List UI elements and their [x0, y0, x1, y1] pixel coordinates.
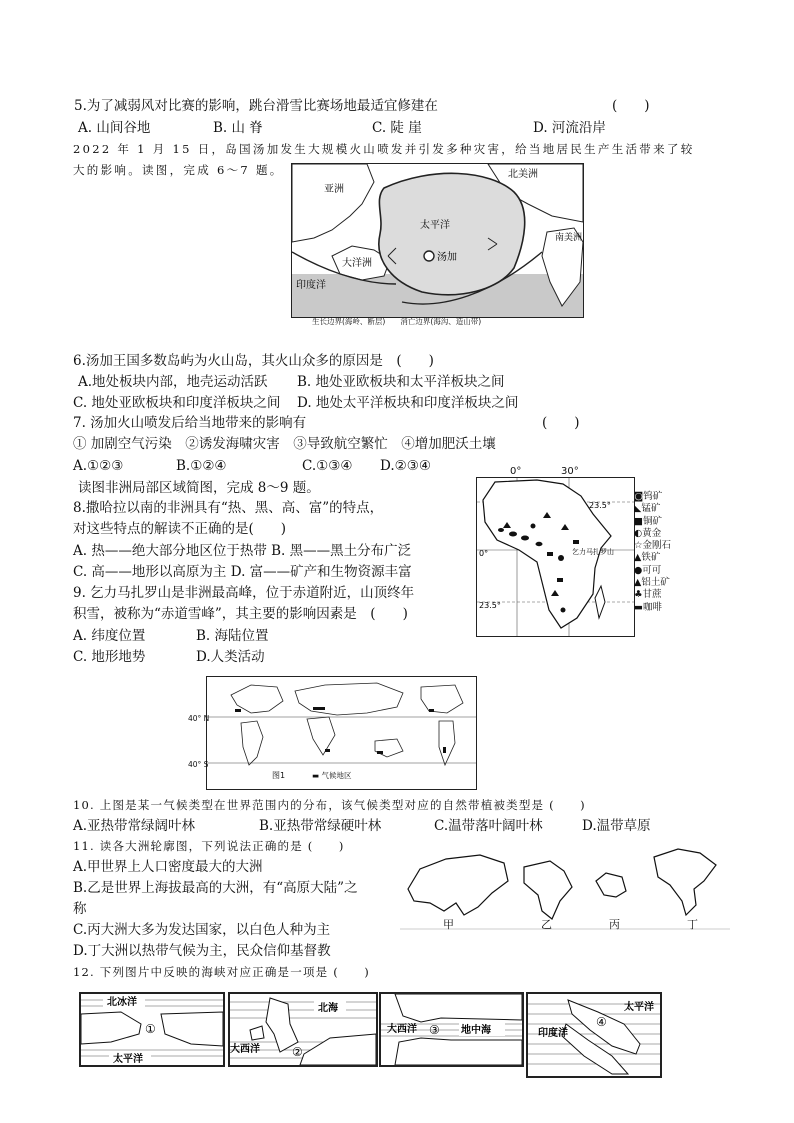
legend-iron: 铁矿	[641, 552, 661, 564]
q6-stem: 6.汤加王国多数岛屿为火山岛，其火山众多的原因是 ( )	[73, 353, 434, 369]
q7-option-a[interactable]: A.①②③	[73, 458, 124, 474]
map3-legend-text: 气候地区	[321, 771, 352, 780]
label-mediterranean: 地中海	[461, 1025, 491, 1036]
legend-item: ☆金刚石	[634, 540, 672, 552]
land-europe	[300, 1034, 376, 1065]
q7-option-c[interactable]: C.①③④	[302, 458, 353, 474]
q11-option-b-line1[interactable]: B.乙是世界上海拔最高的大洲，有“高原大陆”之	[73, 880, 358, 896]
strait-figure-3[interactable]	[379, 992, 524, 1067]
strait-1-svg	[81, 994, 223, 1065]
strait-2-svg	[230, 994, 376, 1065]
africa-resource-map	[476, 477, 635, 637]
continent-bing-oceania	[596, 873, 626, 897]
label-40n: 40° N	[188, 714, 210, 723]
q10-stem: 10. 上图是某一气候类型在世界范围内的分布，该气候类型对应的自然带植被类型是 ( )	[73, 798, 586, 812]
strait-4-svg	[528, 994, 660, 1076]
land-britain	[266, 998, 298, 1052]
q12-stem: 12. 下列图片中反映的海峡对应正确是一项是 ( )	[73, 965, 370, 979]
q5-answer-bracket[interactable]: ( )	[612, 98, 650, 114]
label-kilimanjaro: 乞力马扎罗山	[572, 548, 614, 556]
label-yi: 乙	[541, 918, 552, 931]
label-pacific: 太平洋	[420, 220, 450, 231]
tonga-marker	[424, 251, 434, 261]
q11-stem: 11. 读各大洲轮廓图，下列说法正确的是 ( )	[73, 839, 345, 853]
strait-number-3: ③	[429, 1023, 440, 1037]
land-america	[161, 1012, 223, 1046]
q5-option-c[interactable]: C. 陡 崖	[372, 120, 422, 136]
legend-bauxite: 铝土矿	[641, 577, 670, 589]
q11-option-d[interactable]: D.丁大洲以热带气候为主，民众信仰基督教	[73, 943, 331, 959]
strait-number-4: ④	[596, 1015, 607, 1029]
label-tropic-south: 23.5°	[479, 601, 501, 610]
label-tropic-north: 23.5°	[589, 501, 611, 510]
legend-diamond: 金刚石	[642, 540, 672, 552]
plate-boundary-map	[291, 163, 584, 318]
plate-map-svg	[292, 164, 583, 317]
map3-legend: ▬ 气候地区	[312, 771, 352, 780]
q5-stem: 5.为了减弱风对比赛的影响，跳台滑雪比赛场地最适宜修建在	[74, 98, 438, 114]
q8-options-cd[interactable]: C. 高——地形以高原为主 D. 富——矿产和生物资源丰富	[73, 564, 412, 580]
label-lon-30: 30°	[561, 466, 579, 477]
strait-figure-1[interactable]	[79, 992, 225, 1067]
land-africa	[395, 1038, 522, 1065]
label-north-america: 北美洲	[508, 169, 538, 180]
label-equator: 0°	[479, 549, 489, 558]
legend-item: ♣甘蔗	[634, 589, 662, 601]
q10-option-b[interactable]: B.亚热带常绿硬叶林	[259, 818, 382, 834]
legend-item: ■铜矿	[634, 515, 662, 527]
legend-item: ◙钨矿	[634, 491, 663, 502]
label-pacific: 太平洋	[113, 1054, 143, 1065]
q5-option-b[interactable]: B. 山 脊	[213, 120, 263, 136]
label-ding: 丁	[687, 918, 698, 931]
label-south-america: 南美洲	[555, 233, 583, 243]
q8-stem-line2: 对这些特点的解读不正确的是( )	[73, 521, 287, 537]
q9-option-a[interactable]: A. 纬度位置	[73, 628, 146, 644]
q7-option-d[interactable]: D.②③④	[380, 458, 431, 474]
q11-option-a[interactable]: A.甲世界上人口密度最大的大洲	[73, 859, 263, 875]
label-tonga: 汤加	[437, 252, 457, 263]
land-asia	[81, 1012, 141, 1044]
legend-item: ◐黄金	[634, 527, 662, 539]
map3-figure-label: 图1	[272, 771, 286, 780]
intro-8-9: 读图非洲局部区域简图，完成 8～9 题。	[78, 480, 320, 496]
strait-figure-4[interactable]	[526, 992, 662, 1078]
label-bing: 丙	[609, 918, 620, 931]
q10-option-a[interactable]: A.亚热带常绿阔叶林	[73, 818, 196, 834]
strait-number-1: ①	[145, 1022, 156, 1036]
label-asia: 亚洲	[324, 184, 344, 195]
legend-sugarcane: 甘蔗	[642, 589, 662, 601]
intro-6-7-line1: 2022 年 1 月 15 日，岛国汤加发生大规模火山喷发并引发多种灾害，给当地居民生产生活带来了较	[73, 142, 695, 156]
strait-figure-2[interactable]	[228, 992, 378, 1067]
legend-item: ▲铝土矿	[634, 577, 670, 589]
map1-legend: 生长边界(海岭、断层) 消亡边界(海沟、造山带)	[312, 317, 482, 326]
q9-stem-line2: 积雪，被称为“赤道雪峰”，其主要的影响因素是 ( )	[73, 606, 408, 622]
q7-option-b[interactable]: B.①②④	[176, 458, 227, 474]
land-europe	[395, 994, 522, 1022]
continent-yi-africa	[524, 861, 572, 919]
label-lon-0: 0°	[510, 466, 522, 477]
q6-option-d[interactable]: D. 地处太平洋板块和印度洋板块之间	[297, 395, 519, 411]
label-pacific-4: 太平洋	[624, 1002, 654, 1013]
label-atlantic-3: 大西洋	[387, 1024, 417, 1035]
legend-manganese: 锰矿	[641, 503, 661, 515]
q7-answer-bracket[interactable]: ( )	[542, 415, 580, 431]
q7-stem: 7. 汤加火山喷发后给当地带来的影响有	[73, 415, 307, 431]
continent-ding-north-america	[654, 849, 716, 915]
pacific-plate-boundary	[379, 173, 525, 294]
q10-option-c[interactable]: C.温带落叶阔叶林	[434, 818, 543, 834]
q9-option-c[interactable]: C. 地形地势	[73, 649, 146, 665]
label-arctic: 北冰洋	[107, 997, 137, 1008]
q6-option-b[interactable]: B. 地处亚欧板块和太平洋板块之间	[297, 374, 505, 390]
continent-jia-asia	[408, 855, 508, 915]
legend-copper: 铜矿	[642, 515, 662, 527]
label-atlantic: 大西洋	[230, 1044, 260, 1055]
label-indian-ocean: 印度洋	[538, 1028, 568, 1039]
q5-option-a[interactable]: A. 山间谷地	[78, 120, 151, 136]
africa-map-svg	[477, 478, 634, 636]
world-landmasses	[231, 683, 463, 765]
legend-item: ●可可	[634, 564, 662, 576]
q10-option-d[interactable]: D.温带草原	[582, 818, 651, 834]
legend-tungsten: 钨矿	[643, 491, 663, 502]
label-jia: 甲	[443, 918, 454, 931]
q9-stem-line1: 9. 乞力马扎罗山是非洲最高峰，位于赤道附近，山顶终年	[73, 585, 415, 601]
q6-option-c[interactable]: C. 地处亚欧板块和印度洋板块之间	[73, 395, 281, 411]
legend-item: ▲铁矿	[634, 552, 661, 564]
label-oceania: 大洋洲	[342, 258, 372, 269]
q8-options-ab[interactable]: A. 热——绝大部分地区位于热带 B. 黑——黑土分布广泛	[73, 543, 412, 559]
intro-6-7-line2: 大的影响。读图，完成 6～7 题。	[73, 163, 284, 177]
label-indian-ocean: 印度洋	[296, 280, 326, 291]
legend-coffee: 咖啡	[642, 601, 662, 613]
strait-number-2: ②	[292, 1045, 303, 1059]
label-north-sea: 北海	[318, 1003, 338, 1014]
legend-cocoa: 可可	[642, 564, 662, 576]
land-ireland	[250, 1026, 264, 1040]
q11-option-c[interactable]: C.丙大洲大多为发达国家，以白色人种为主	[73, 922, 331, 938]
q9-option-d[interactable]: D.人类活动	[196, 649, 265, 665]
legend-gold: 黄金	[642, 527, 662, 539]
climate-region-marks	[235, 707, 446, 754]
q6-option-a[interactable]: A.地处板块内部，地壳运动活跃	[78, 374, 268, 390]
legend-item: ◣锰矿	[634, 503, 661, 515]
q8-stem-line1: 8.撒哈拉以南的非洲具有“热、黑、高、富”的特点，	[73, 500, 384, 516]
strait-3-svg	[381, 994, 522, 1065]
q11-option-b-line2: 称	[73, 901, 87, 917]
legend-item: ▬咖啡	[634, 601, 662, 613]
africa-map-legend	[634, 491, 684, 614]
q7-statements: ① 加剧空气污染 ②诱发海啸灾害 ③导致航空繁忙 ④增加肥沃土壤	[73, 436, 496, 452]
q9-option-b[interactable]: B. 海陆位置	[196, 628, 269, 644]
madagascar	[595, 586, 605, 618]
label-40s: 40° S	[188, 760, 209, 769]
asia-landmass	[292, 164, 374, 242]
q5-option-d[interactable]: D. 河流沿岸	[533, 120, 606, 136]
